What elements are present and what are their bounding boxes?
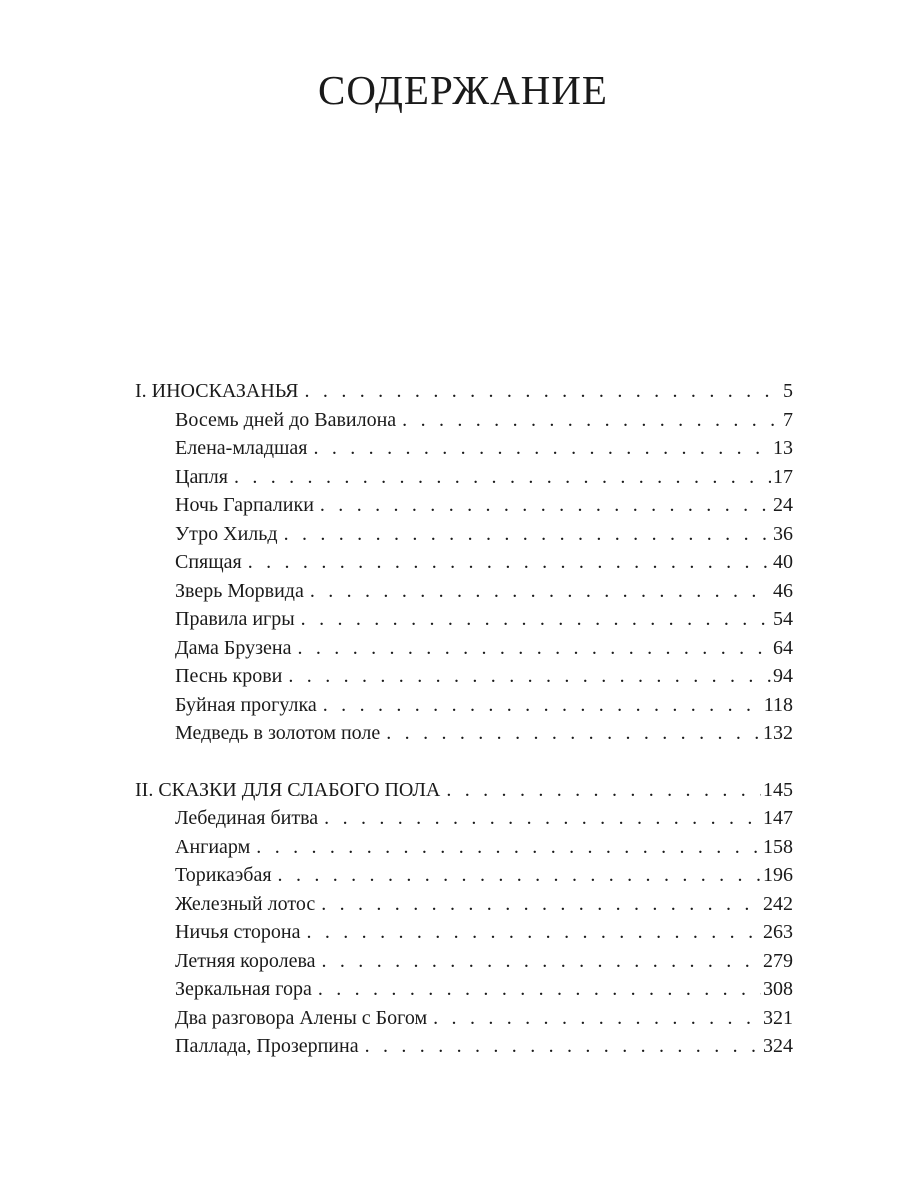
toc-entry-title: Летняя королева	[175, 947, 322, 976]
toc-entry	[135, 548, 793, 577]
toc-page-number: 147	[763, 807, 793, 829]
toc-leader-dots	[446, 776, 761, 805]
toc-page-number: 46	[773, 579, 793, 602]
toc-entry	[135, 833, 793, 862]
toc-entry	[135, 947, 793, 976]
toc-page-number: 321	[763, 1006, 793, 1029]
toc-section-heading	[135, 776, 793, 805]
toc-section-1	[135, 377, 793, 748]
toc-leader-dots	[288, 662, 771, 691]
toc-leader-dots	[402, 406, 779, 435]
toc-page-number: 36	[773, 522, 793, 545]
toc-page-number: 24	[773, 494, 793, 516]
toc-entry-title: Спящая	[175, 548, 248, 577]
toc-entry-title: Дама Брузена	[175, 634, 298, 663]
toc-entry	[135, 804, 793, 833]
toc-page-number: 118	[763, 693, 793, 716]
toc-entry-title: Зверь Морвида	[175, 577, 310, 606]
toc-section-2	[135, 776, 793, 1061]
toc-entry-title: Паллада, Прозерпина	[175, 1032, 365, 1061]
toc-entry-title: Лебединая битва	[175, 804, 324, 833]
toc-leader-dots	[318, 975, 761, 1004]
toc-entry-title: Утро Хильд	[175, 520, 284, 549]
toc-section-heading	[135, 377, 793, 406]
toc-leader-dots	[305, 377, 779, 406]
toc-leader-dots	[320, 491, 771, 520]
toc-leader-dots	[313, 434, 771, 463]
toc-leader-dots	[322, 947, 762, 976]
toc-entry-title: Правила игры	[175, 605, 301, 634]
toc-leader-dots	[248, 548, 771, 577]
toc-page-number: 54	[773, 608, 793, 630]
toc-page-number: 40	[773, 551, 793, 573]
table-of-contents	[135, 377, 793, 1089]
toc-page-number: 7	[783, 408, 793, 431]
toc-entry-title: Буйная прогулка	[175, 691, 323, 720]
toc-page-number: 94	[773, 665, 793, 687]
toc-entry-title: Ночь Гарпалики	[175, 491, 320, 520]
toc-page-number: 145	[763, 778, 793, 801]
toc-entry-title: Восемь дней до Вавилона	[175, 406, 402, 435]
toc-page-number: 324	[763, 1035, 793, 1057]
toc-page-number: 17	[773, 465, 793, 488]
toc-leader-dots	[234, 463, 771, 492]
toc-page-number: 196	[763, 864, 793, 886]
toc-entry-title: Цапля	[175, 463, 234, 492]
toc-entry	[135, 1032, 793, 1061]
toc-entry	[135, 406, 793, 435]
toc-entry-title: Ангиарм	[175, 833, 256, 862]
toc-entry-title: Зеркальная гора	[175, 975, 318, 1004]
toc-entry-title: Железный лотос	[175, 890, 321, 919]
toc-page-number: 263	[763, 921, 793, 943]
toc-entry	[135, 719, 793, 748]
toc-page-number: 13	[773, 437, 793, 459]
toc-leader-dots	[321, 890, 761, 919]
toc-entry-title: Ничья сторона	[175, 918, 306, 947]
toc-leader-dots	[301, 605, 771, 634]
toc-entry	[135, 634, 793, 663]
toc-entry	[135, 520, 793, 549]
toc-page-number: 158	[763, 835, 793, 858]
toc-entry	[135, 662, 793, 691]
toc-page-number: 5	[783, 380, 793, 402]
toc-entry	[135, 463, 793, 492]
toc-entry	[135, 491, 793, 520]
toc-leader-dots	[278, 861, 761, 890]
toc-section-title: I. ИНОСКАЗАНЬЯ	[135, 377, 305, 406]
toc-entry	[135, 1004, 793, 1033]
toc-page-number: 242	[763, 892, 793, 915]
toc-section-title: II. СКАЗКИ ДЛЯ СЛАБОГО ПОЛА	[135, 776, 446, 805]
toc-page-number: 132	[763, 722, 793, 744]
toc-entry-title: Торикаэбая	[175, 861, 278, 890]
toc-entry	[135, 918, 793, 947]
toc-page-number: 279	[763, 949, 793, 972]
toc-entry	[135, 434, 793, 463]
toc-leader-dots	[298, 634, 772, 663]
toc-entry	[135, 605, 793, 634]
toc-leader-dots	[324, 804, 761, 833]
toc-leader-dots	[306, 918, 761, 947]
toc-entry	[135, 861, 793, 890]
page-title: СОДЕРЖАНИЕ	[318, 67, 608, 113]
toc-page-number: 308	[763, 978, 793, 1000]
toc-entry	[135, 691, 793, 720]
toc-leader-dots	[310, 577, 771, 606]
toc-entry-title: Медведь в золотом поле	[175, 719, 386, 748]
toc-leader-dots	[433, 1004, 761, 1033]
toc-leader-dots	[386, 719, 761, 748]
toc-leader-dots	[323, 691, 762, 720]
toc-leader-dots	[284, 520, 771, 549]
toc-entry	[135, 890, 793, 919]
toc-entry	[135, 975, 793, 1004]
toc-entry	[135, 577, 793, 606]
toc-page-number: 64	[773, 636, 793, 659]
toc-entry-title: Елена-младшая	[175, 434, 313, 463]
toc-leader-dots	[256, 833, 761, 862]
toc-entry-title: Песнь крови	[175, 662, 288, 691]
toc-entry-title: Два разговора Алены с Богом	[175, 1004, 433, 1033]
toc-leader-dots	[365, 1032, 761, 1061]
